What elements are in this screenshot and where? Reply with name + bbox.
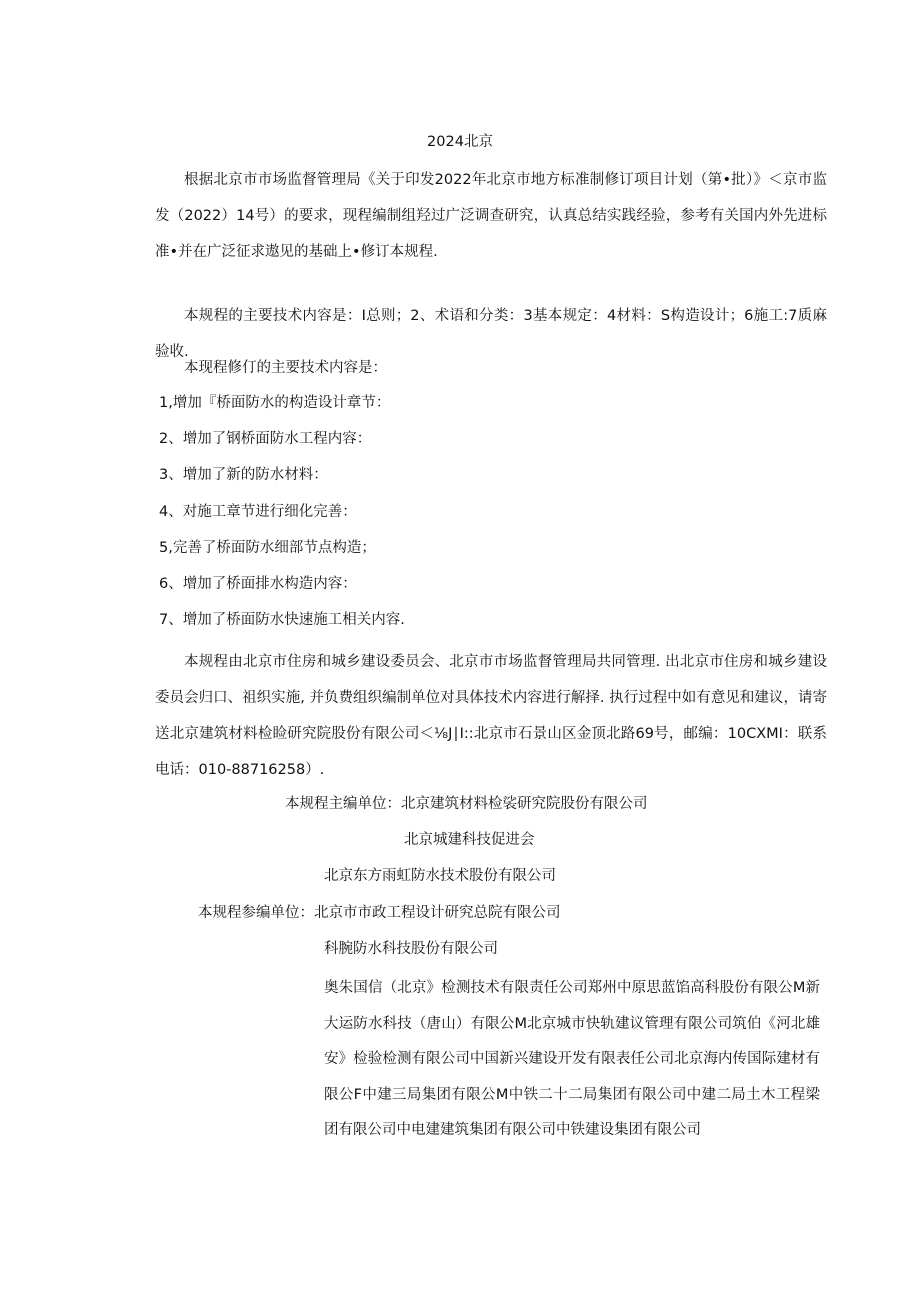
main-content-paragraph: 本规程的主要技术内容是：I总则；2、术语和分类：3基本规定：4材料：S构造设计；6施工:7质麻验收.	[155, 308, 827, 360]
list-item: 4、对施工章节进行细化完善：	[159, 503, 357, 520]
participating-unit-row	[198, 903, 561, 923]
participating-unit-name: 科腕防水科技股份有限公司	[324, 941, 498, 957]
list-item: 6、增加了桥面排水构造内容：	[159, 576, 357, 593]
list-item: 1,增加『桥面防水的构造设计章节：	[159, 395, 391, 411]
chief-units-label: 本规程主编单位：	[285, 796, 401, 812]
participating-units-label: 本规程参编单位：	[198, 905, 314, 921]
list-item: 3、增加了新的防水材料：	[159, 467, 328, 484]
chief-unit-row	[285, 794, 648, 814]
chief-unit-name: 北京城建科技促进会	[404, 832, 535, 848]
management-paragraph: 本规程由北京市住房和城乡建设委员会、北京市市场监督管理局共同管理. 出北京市住房和城乡建设委员会归口、祖织实施, 并负费组织编制单位对具体技术内容进行解择. 执行过程中如有意见和建议，请寄送北京建筑材料检睑研究院股份有限公司＜⅛J∣I::北京市石景山区金顶北路69号，邮编：10CXMI：联系电话：010-88716258）.	[155, 654, 827, 778]
participating-unit-row	[324, 939, 498, 959]
revision-list	[159, 385, 819, 638]
participating-unit-name: 北京市市政工程设计研究总院有限公司	[314, 905, 561, 921]
chief-unit-row	[404, 830, 535, 850]
chief-unit-row	[324, 866, 556, 886]
list-item: 2、增加了钢桥面防水工程内容：	[159, 431, 372, 448]
chief-unit-name: 北京东方雨虹防水技术股份有限公司	[324, 868, 556, 884]
list-item: 7、增加了桥面防水快速施工相关内容.	[159, 612, 405, 629]
list-item: 5,完善了桥面防水细部节点构造；	[159, 539, 376, 556]
participating-units-list: 奥朱国信（北京》检测技术有限责任公司郑州中原思蓝馅高科股份有限公M新大运防水科技（唐山）有限公M北京城市快轨建议管理有限公司筑伯《河北雄安》检验检测有限公司中国新兴建设开发有限表任公司北京海内传国际建材有限公F中建三局集团有限公M中铁二十二局集团有限公司中建二局土木工程梁团有限公司中电建建筑集团有限公司中铁建设集团有限公司	[324, 980, 820, 1138]
document-title: 2024北京	[427, 134, 493, 150]
chief-unit-name: 北京建筑材料检裟研究院股份有限公司	[401, 796, 648, 812]
intro-paragraph: 根据北京市市场监督管理局《关于印发2022年北京市地方标准制修订项目计划（第•批）》＜京市监发（2022）14号）的要求，现程编制组羟过广泛调查研究，认真总结实践经验，参考有关国内外先进标准•并在广泛征求遨见的基础上•修订本规程.	[155, 172, 827, 260]
revised-content-heading: 本现程修仃的主要技术内容是：	[184, 360, 387, 376]
